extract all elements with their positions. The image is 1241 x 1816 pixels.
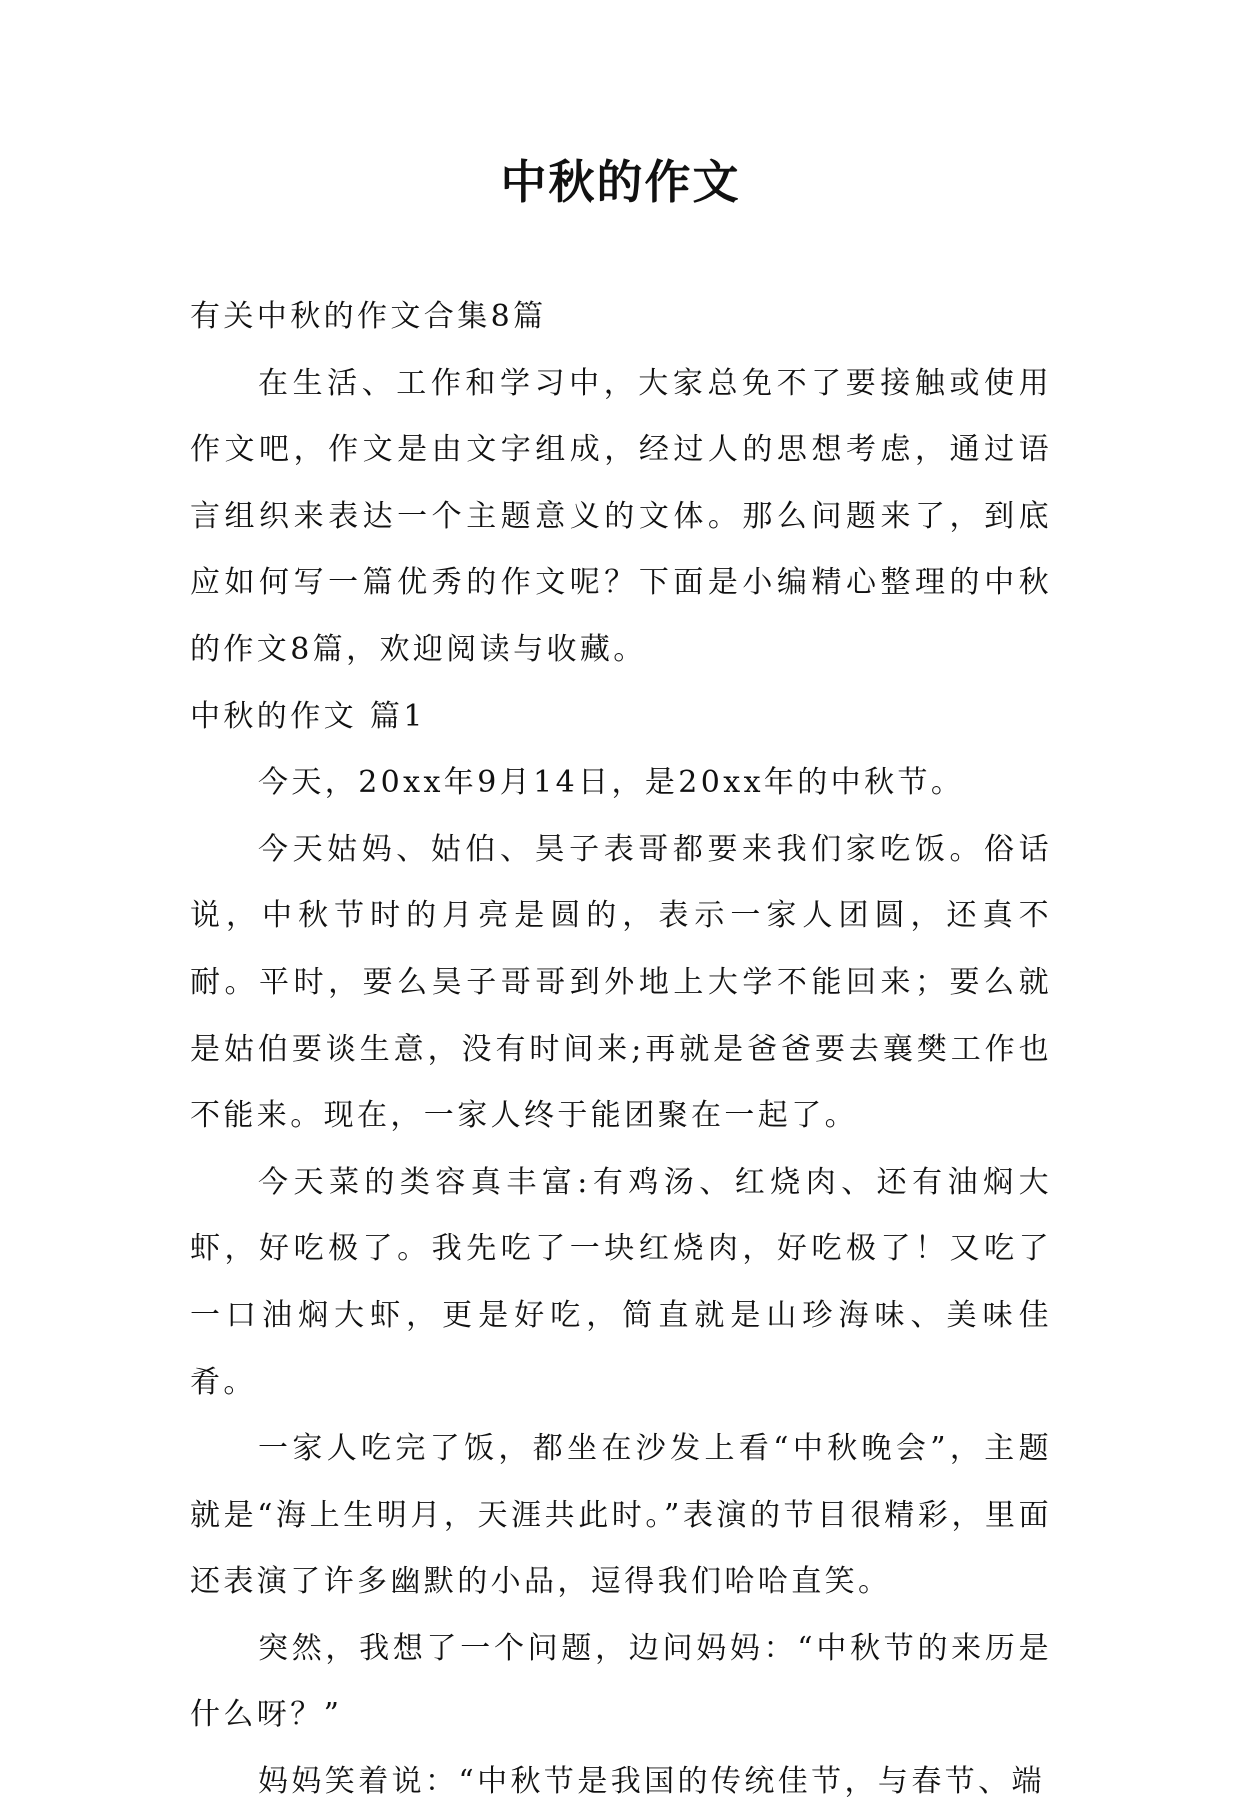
collection-line: 有关中秋的作文合集8篇 <box>190 299 547 334</box>
body-paragraph: 一家人吃完了饭，都坐在沙发上看“中秋晚会”，主题就是“海上生明月，天涯共此时。”表演的节目很精彩，里面还表演了许多幽默的小品，逗得我们哈哈直笑。 <box>190 1431 1052 1600</box>
body-paragraph: 今天姑妈、姑伯、昊子表哥都要来我们家吃饭。俗话说，中秋节时的月亮是圆的，表示一家人团圆，还真不耐。平时，要么昊子哥哥到外地上大学不能回来；要么就是姑伯要谈生意，没有时间来;再就是爸爸要去襄樊工作也不能来。现在，一家人终于能团聚在一起了。 <box>190 831 1052 1134</box>
document-body <box>190 284 1052 1816</box>
body-paragraph: 突然，我想了一个问题，边问妈妈：“中秋节的来历是什么呀？” <box>190 1630 1052 1733</box>
section-heading: 中秋的作文 篇1 <box>190 698 426 734</box>
body-paragraph: 妈妈笑着说：“中秋节是我国的传统佳节，与春节、端 <box>258 1764 1045 1800</box>
document-title: 中秋的作文 <box>500 155 741 209</box>
body-paragraph: 今天，20xx年9月14日，是20xx年的中秋节。 <box>258 765 965 801</box>
body-paragraph: 今天菜的类容真丰富:有鸡汤、红烧肉、还有油焖大虾，好吃极了。我先吃了一块红烧肉，好吃极了！又吃了一口油焖大虾，更是好吃，简直就是山珍海味、美味佳肴。 <box>190 1164 1052 1400</box>
intro-paragraph: 在生活、工作和学习中，大家总免不了要接触或使用作文吧，作文是由文字组成，经过人的思想考虑，通过语言组织来表达一个主题意义的文体。那么问题来了，到底应如何写一篇优秀的作文呢？下面是小编精心整理的中秋的作文8篇，欢迎阅读与收藏。 <box>190 365 1052 667</box>
